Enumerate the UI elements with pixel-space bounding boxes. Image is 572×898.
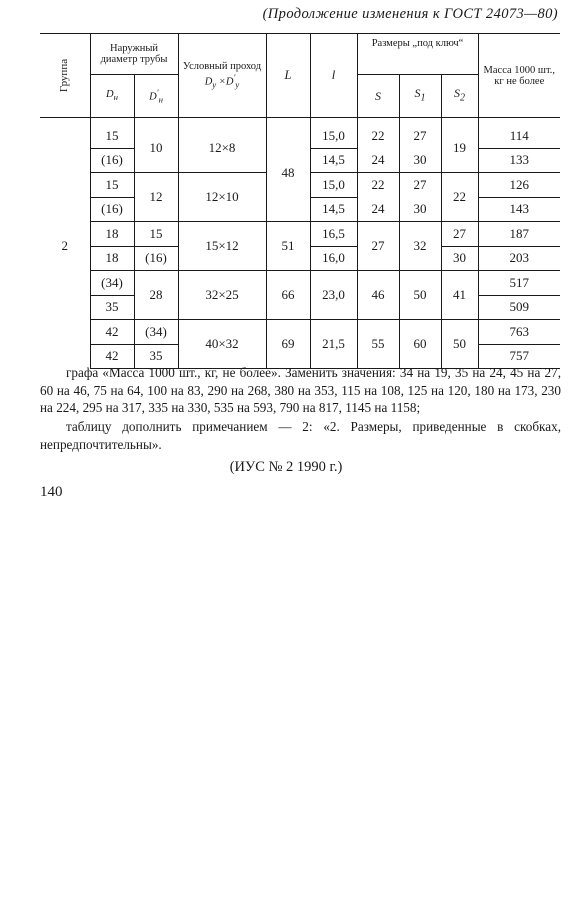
- header-outer-diameter: Наружный диаметр трубы: [90, 34, 178, 75]
- header-passage: [178, 34, 266, 118]
- table-row: [40, 320, 560, 345]
- cell-dn2: 10: [134, 118, 178, 173]
- cell-l: 14,5: [310, 197, 357, 222]
- cell-dn: 18: [90, 246, 134, 271]
- cell-s2: 22: [441, 173, 478, 222]
- cell-mass: 133: [478, 148, 560, 173]
- header-group: [40, 34, 90, 118]
- cell-dn2: 12: [134, 173, 178, 222]
- cell-dn: 15: [90, 118, 134, 149]
- header-l: l: [310, 34, 357, 118]
- header-dn-prime: $D'_н$: [134, 75, 178, 118]
- table-row: [40, 271, 560, 296]
- cell-s1: 30: [399, 197, 441, 222]
- header-mass: Масса 1000 шт., кг не более: [478, 34, 560, 118]
- cell-s: 22: [357, 173, 399, 198]
- cell-s: 24: [357, 148, 399, 173]
- cell-dn2: 35: [134, 344, 178, 369]
- cell-mass: 517: [478, 271, 560, 296]
- paragraph-mass-replacement: графа «Масса 1000 шт., кг, не более». Заменить значения: 34 на 19, 35 на 24, 45 на 27, 60 на 46, 75 на 64, 100 на 83, 290 на 268, 380 на 353, 115 на 108, 125 на 120, 180 на 173, 230 на 224, 295 на 317, 335 на 330, 535 на 593, 790 на 817, 1145 на 1158;: [40, 365, 561, 415]
- cell-s1: 27: [399, 173, 441, 198]
- table-row: [40, 222, 560, 247]
- cell-l: 14,5: [310, 148, 357, 173]
- cell-s2: 19: [441, 118, 478, 173]
- cell-dn: (16): [90, 148, 134, 173]
- cell-s2: 27: [441, 222, 478, 247]
- cell-dn2: (16): [134, 246, 178, 271]
- page-number: 140: [40, 484, 63, 500]
- header-dn: $D_н$: [90, 75, 134, 118]
- cell-dy: 32×25: [178, 271, 266, 320]
- cell-mass: 187: [478, 222, 560, 247]
- cell-l: 15,0: [310, 173, 357, 198]
- table-row: [40, 118, 560, 149]
- cell-s: 22: [357, 118, 399, 149]
- header-S2: $S_2$: [441, 75, 478, 118]
- cell-l: 23,0: [310, 271, 357, 320]
- cell-s2: 41: [441, 271, 478, 320]
- cell-s1: 27: [399, 118, 441, 149]
- cell-s: 55: [357, 320, 399, 369]
- cell-dn: 15: [90, 173, 134, 198]
- cell-L: 48: [266, 118, 310, 222]
- cell-dn2: 15: [134, 222, 178, 247]
- cell-s2: 30: [441, 246, 478, 271]
- cell-s: 24: [357, 197, 399, 222]
- cell-dy: 40×32: [178, 320, 266, 369]
- cell-l: 16,5: [310, 222, 357, 247]
- header-passage-label: Условный проход: [182, 60, 262, 72]
- cell-dn: (16): [90, 197, 134, 222]
- cell-L: 69: [266, 320, 310, 369]
- page-header: (Продолжение изменения к ГОСТ 24073—80): [262, 6, 558, 22]
- cell-mass: 509: [478, 295, 560, 320]
- cell-s2: 50: [441, 320, 478, 369]
- cell-dy: 12×8: [178, 118, 266, 173]
- paragraph-note-addition: таблицу дополнить примечанием — 2: «2. Размеры, приведенные в скобках, непредпочтительны».: [40, 419, 561, 452]
- cell-L: 51: [266, 222, 310, 271]
- cell-dn2: (34): [134, 320, 178, 345]
- cell-mass: 143: [478, 197, 560, 222]
- cell-dn: 42: [90, 320, 134, 345]
- header-L: L: [266, 34, 310, 118]
- header-S1: $S_1$: [399, 75, 441, 118]
- cell-dn2: 28: [134, 271, 178, 320]
- cell-dy: 15×12: [178, 222, 266, 271]
- cell-mass: 203: [478, 246, 560, 271]
- cell-l: 21,5: [310, 320, 357, 369]
- cell-dn: (34): [90, 271, 134, 296]
- cell-dy: 12×10: [178, 173, 266, 222]
- cell-mass: 757: [478, 344, 560, 369]
- cell-dn: 18: [90, 222, 134, 247]
- cell-mass: 114: [478, 118, 560, 149]
- cell-L: 66: [266, 271, 310, 320]
- header-sizes: Размеры „под ключ“: [357, 34, 478, 75]
- cell-s: 27: [357, 222, 399, 271]
- header-group-label: Группа: [58, 58, 71, 93]
- cell-s1: 50: [399, 271, 441, 320]
- cell-l: 16,0: [310, 246, 357, 271]
- group-cell: 2: [40, 118, 90, 369]
- cell-s1: 60: [399, 320, 441, 369]
- ius-reference: (ИУС № 2 1990 г.): [229, 459, 343, 475]
- cell-mass: 763: [478, 320, 560, 345]
- cell-dn: 35: [90, 295, 134, 320]
- header-passage-formula: $D_у \times D'_у$: [204, 71, 240, 90]
- cell-mass: 126: [478, 173, 560, 198]
- dimensions-table: [40, 33, 560, 369]
- cell-s1: 30: [399, 148, 441, 173]
- header-S: S: [357, 75, 399, 118]
- cell-s: 46: [357, 271, 399, 320]
- cell-s1: 32: [399, 222, 441, 271]
- cell-l: 15,0: [310, 118, 357, 149]
- cell-dn: 42: [90, 344, 134, 369]
